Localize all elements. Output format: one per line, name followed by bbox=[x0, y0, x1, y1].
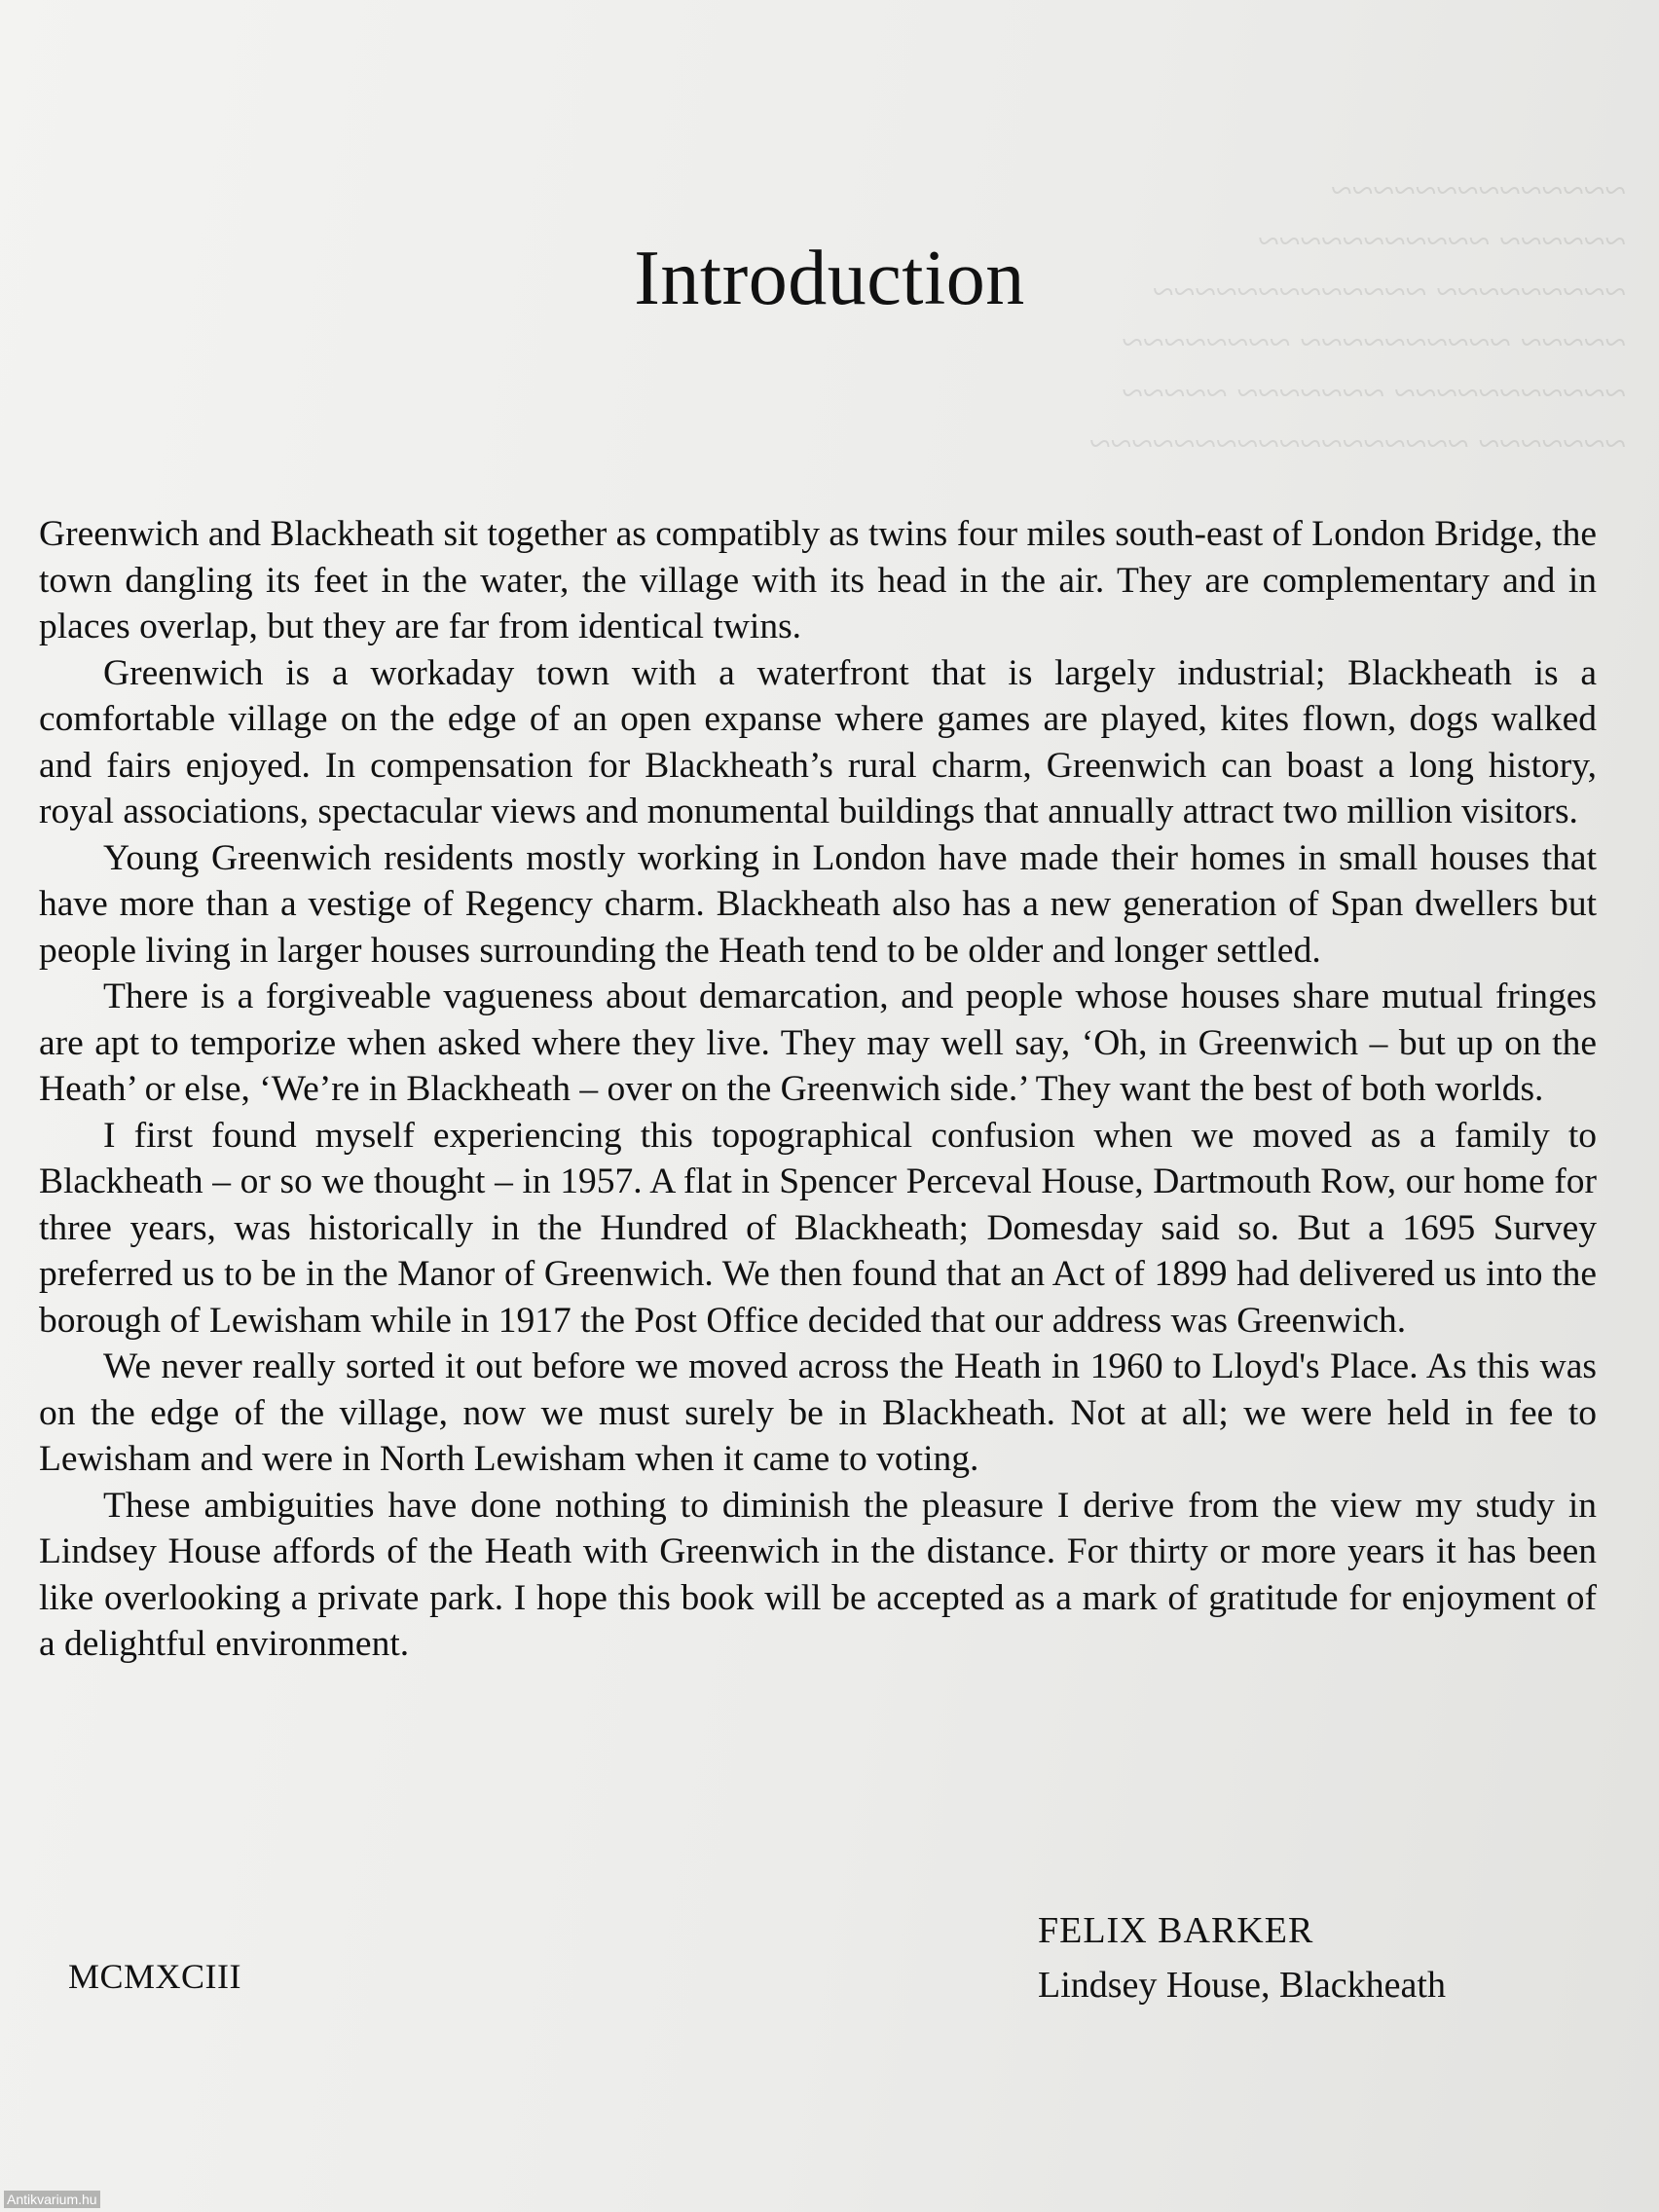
paragraph: Greenwich and Blackheath sit together as compatibly as twins four miles south-east of London Bridge, the town dangling its feet in the water, the village with its head in the air. They are complementary and in places overlap, but they are far from identical twins. bbox=[39, 514, 1597, 646]
body-text bbox=[39, 511, 1597, 1668]
paragraph: We never really sorted it out before we moved across the Heath in 1960 to Lloyd's Place. As this was on the edge of the village, now we must surely be in Blackheath. Not at all; we were held in fee to Lewisham and were in North Lewisham when it came to voting. bbox=[39, 1346, 1597, 1479]
paragraph: Greenwich is a workaday town with a waterfront that is largely industrial; Blackheath is a comfortable village on the edge of an open expanse where games are played, kites flown, dogs walked and fairs enjoyed. In compensation for Blackheath’s rural charm, Greenwich can boast a long history, royal associations, spectacular views and monumental buildings that annually attract two million visitors. bbox=[39, 652, 1597, 831]
signature-block bbox=[1038, 1903, 1446, 2012]
paragraph: These ambiguities have done nothing to diminish the pleasure I derive from the view my study in Lindsey House affords of the Heath with Greenwich in the distance. For thirty or more years it has been like overlooking a private park. I hope this book will be accepted as a mark of gratitude for enjoyment of a delightful environment. bbox=[39, 1485, 1597, 1664]
paragraph: Young Greenwich residents mostly working in London have made their homes in small houses that have more than a vestige of Regency charm. Blackheath also has a new generation of Span dwellers but people living in larger houses surrounding the Heath tend to be older and longer settled. bbox=[39, 837, 1597, 971]
show-through-text: ~~~~~~~~~~~~~~ ~~~~~~ ~~~~~~~~~~~ ~~~~~~~~~ ~~~~~~~~~~~~~ ~~~~~ ~~~~~~~~~~ ~~~~~~~~ ~~~~~~~~~~~ ~~~~~~~ ~~~~~ ~~~~~~~ ~~~~~~~~~~~~~~~~~~ bbox=[1088, 168, 1626, 465]
paragraph: There is a forgiveable vagueness about demarcation, and people whose houses share mutual fringes are apt to temporize when asked where they live. They may well say, ‘Oh, in Greenwich – but up on the Heath’ or else, ‘We’re in Blackheath – over on the Greenwich side.’ They want the best of both worlds. bbox=[39, 977, 1597, 1109]
author-name: FELIX BARKER bbox=[1038, 1910, 1314, 1951]
watermark: Antikvarium.hu bbox=[4, 2191, 100, 2208]
page-title: Introduction bbox=[634, 236, 1025, 321]
paragraph: I first found myself experiencing this topographical confusion when we moved as a family to Blackheath – or so we thought – in 1957. A flat in Spencer Perceval House, Dartmouth Row, our home for three years, was historically in the Hundred of Blackheath; Domesday said so. But a 1695 Survey preferred us to be in the Manor of Greenwich. We then found that an Act of 1899 had delivered us into the borough of Lewisham while in 1917 the Post Office decided that our address was Greenwich. bbox=[39, 1115, 1597, 1341]
author-location: Lindsey House, Blackheath bbox=[1038, 1965, 1446, 2006]
date-roman-numeral: MCMXCIII bbox=[68, 1957, 242, 1996]
